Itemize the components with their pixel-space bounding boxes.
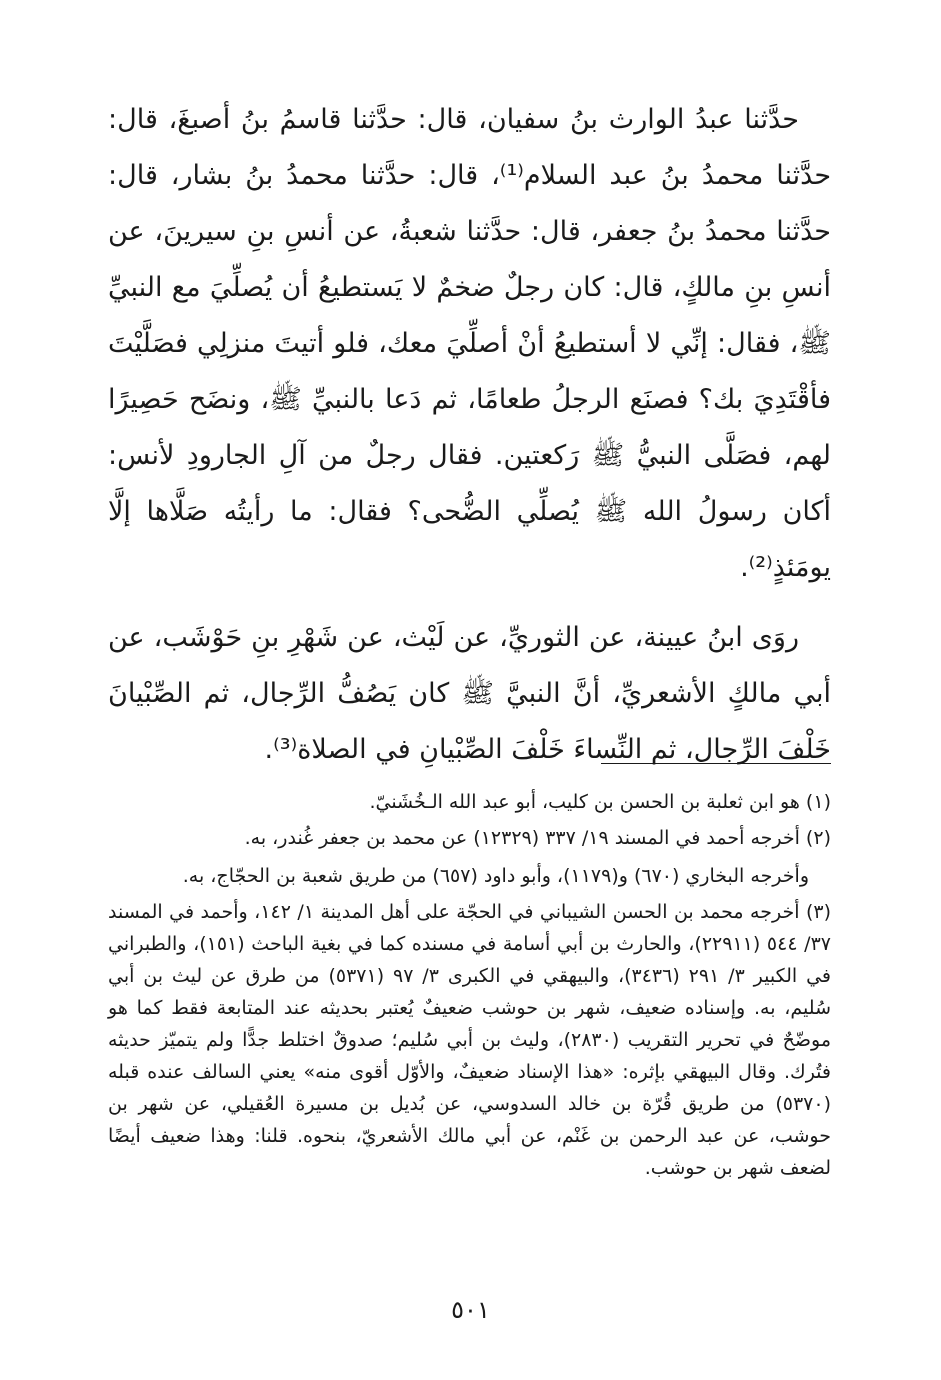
footnote-1: (١) هو ابن ثعلبة بن الحسن بن كليب، أبو عبد الله الـخُشَنيّ. — [369, 791, 831, 813]
page-number: ٥٠١ — [451, 1296, 490, 1324]
footnote-2: (٢) أخرجه أحمد في المسند ١٩/ ٣٣٧ (١٢٣٢٩) عن محمد بن جعفر غُندر، به. — [244, 827, 831, 849]
main-text — [108, 92, 831, 792]
footnotes — [108, 786, 831, 1188]
main-paragraph-2: روَى ابنُ عيينة، عن الثوريِّ، عن لَيْث، عن شَهْرِ بنِ حَوْشَب، عن أبي مالكٍ الأشعريِّ، أنَّ النبيَّ ﷺ كان يَصُفُّ الرِّجال، ثم الصِّبْيانَ خَلْفَ الرِّجال، ثم النِّساءَ خَلْفَ الصِّبْيانِ في الصلاة⁽³⁾. — [108, 622, 831, 765]
main-paragraph-1: حدَّثنا عبدُ الوارث بنُ سفيان، قال: حدَّثنا قاسمُ بنُ أصبغَ، قال: حدَّثنا محمدُ بنُ عبد السلام⁽¹⁾، قال: حدَّثنا محمدُ بنُ بشار، قال: حدَّثنا محمدُ بنُ جعفر، قال: حدَّثنا شعبةُ، عن أنسِ بنِ سيرينَ، عن أنسِ بنِ مالكٍ، قال: كان رجلٌ ضخمٌ لا يَستطيعُ أن يُصلِّيَ مع النبيِّ ﷺ، فقال: إنِّي لا أستطيعُ أنْ أصلِّيَ معك، فلو أتيتَ منزلِي فصَلَّيْتَ فأقْتَدِيَ بك؟ فصنَع الرجلُ طعامًا، ثم دَعا بالنبيِّ ﷺ، ونضَح حَصِيرًا لهم، فصَلَّى النبيُّ ﷺ رَكعتين. فقال رجلٌ من آلِ الجارودِ لأنس: أكان رسولُ الله ﷺ يُصلِّي الضُّحى؟ فقال: ما رأيتُه صَلَّاها إلَّا يومَئذٍ⁽²⁾. — [108, 104, 832, 583]
footnote-divider — [601, 763, 831, 764]
footnote-2-continuation: وأخرجه البخاري (٦٧٠) و(١١٧٩)، وأبو داود (٦٥٧) من طريق شعبة بن الحجّاج، به. — [182, 865, 809, 887]
footnote-3: (٣) أخرجه محمد بن الحسن الشيباني في الحجّة على أهل المدينة ١/ ١٤٢، وأحمد في المسند ٣٧/ ٥٤٤ (٢٢٩١١)، والحارث بن أبي أسامة في مسنده كما في بغية الباحث (١٥١)، والطبراني في الكبير ٣/ ٢٩١ (٣٤٣٦)، والبيهقي في الكبرى ٣/ ٩٧ (٥٣٧١) من طرق عن ليث بن أبي سُليم، به. وإسناده ضعيف، شهر بن حوشب ضعيفٌ يُعتبر بحديثه عند المتابعة فقط كما هو موضّحٌ في تحرير التقريب (٢٨٣٠)، وليث بن أبي سُليم؛ صدوقٌ اختلط جدًّا ولم يتميّز حديثه فتُرك. وقال البيهقي بإثره: «هذا الإسناد ضعيفٌ، والأوّل أقوى منه» يعني السالف عنده قبله (٥٣٧٠) من طريق قُرّة بن خالد السدوسي، عن بُديل بن مسيرة العُقيلي، عن شهر بن حوشب، عن عبد الرحمن بن غَنْم، عن أبي مالك الأشعريّ، بنحوه. قلنا: وهذا ضعيف أيضًا لضعف شهر بن حوشب. — [108, 901, 832, 1179]
